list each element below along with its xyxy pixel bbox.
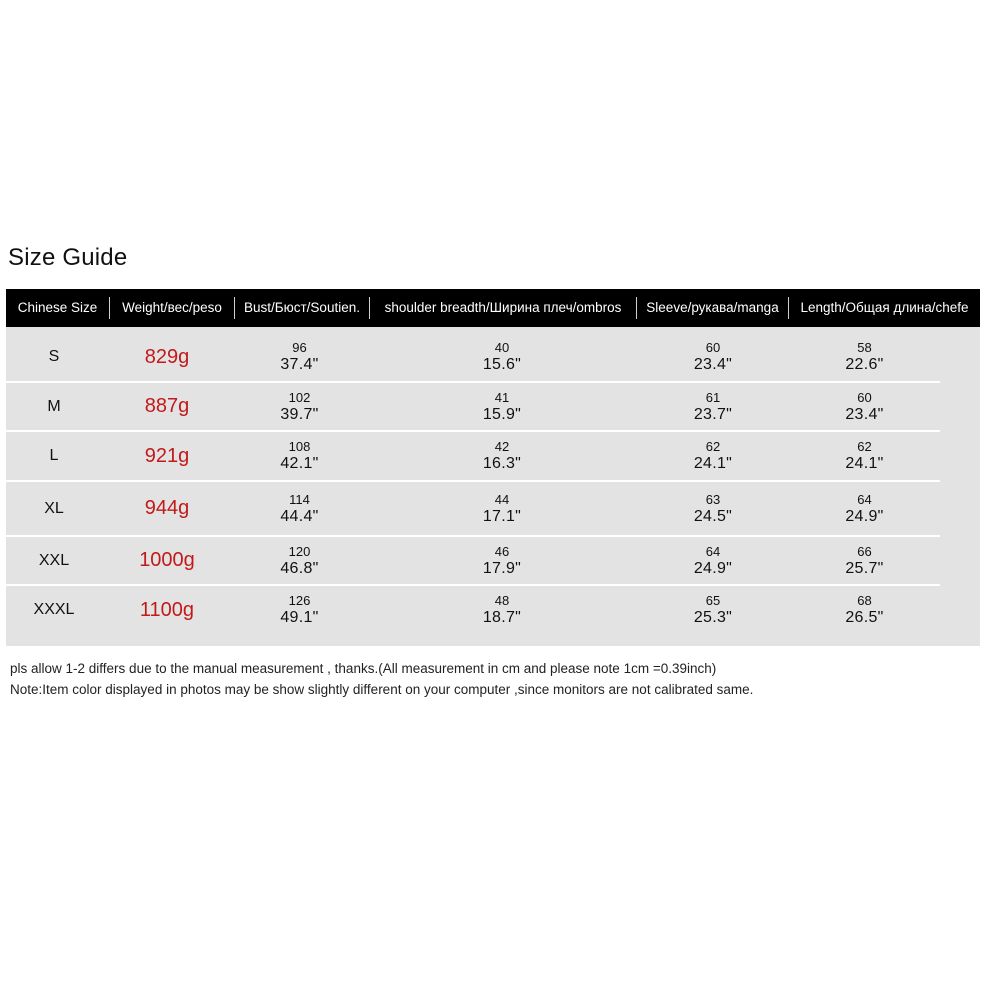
sleeve-cell xyxy=(637,432,789,480)
bust-cm-value: 96 xyxy=(292,340,307,355)
length-cell xyxy=(789,537,940,584)
shoulder-cell xyxy=(367,432,637,480)
table-row xyxy=(6,537,940,586)
weight-value: 1000g xyxy=(139,549,195,571)
length-inch-value: 22.6" xyxy=(845,356,884,373)
length-inch-value: 26.5" xyxy=(845,609,884,626)
length-cell xyxy=(789,383,940,430)
sleeve-cm-value: 65 xyxy=(705,593,721,608)
sleeve-cm-value: 63 xyxy=(705,491,721,507)
weight-cell xyxy=(102,333,232,381)
sleeve-cell xyxy=(637,586,789,634)
size-label: S xyxy=(48,348,60,365)
weight-value: 944g xyxy=(144,497,190,519)
table-row xyxy=(6,432,940,482)
length-cm-value: 66 xyxy=(857,543,872,559)
bust-cm-value: 120 xyxy=(288,543,311,559)
size-cell xyxy=(6,586,102,634)
header-weight: Weight/вес/peso xyxy=(110,297,235,319)
bust-cell xyxy=(232,482,367,535)
notes xyxy=(10,660,810,698)
length-inch-value: 24.1" xyxy=(845,455,884,472)
size-label: XL xyxy=(44,499,64,517)
bust-cell xyxy=(232,333,367,381)
bust-cm-value: 114 xyxy=(289,491,310,507)
weight-value: 1100g xyxy=(139,598,195,621)
header-bust: Bust/Бюст/Soutien. xyxy=(235,297,370,319)
weight-cell xyxy=(102,432,232,480)
bust-cm-value: 108 xyxy=(288,439,311,454)
note-measurement: pls allow 1-2 differs due to the manual measurement , thanks.(All measurement in cm and please note 1cm =0.39inch) xyxy=(10,661,717,676)
bust-cm-value: 126 xyxy=(288,593,311,608)
header-chinese-size: Chinese Size xyxy=(6,297,110,319)
weight-cell xyxy=(102,586,232,634)
sleeve-cm-value: 61 xyxy=(705,389,721,405)
shoulder-inch-value: 15.6" xyxy=(482,356,522,373)
note-color: Note:Item color displayed in photos may be show slightly different on your computer ,since monitors are not calibrated same. xyxy=(10,682,754,697)
length-cm-value: 62 xyxy=(857,439,872,454)
length-inch-value: 25.7" xyxy=(845,559,884,577)
sleeve-cell xyxy=(637,383,789,430)
bust-cell xyxy=(232,432,367,480)
sleeve-cm-value: 60 xyxy=(705,340,721,355)
bust-cell xyxy=(232,537,367,584)
shoulder-cell xyxy=(367,333,637,381)
header-shoulder: shoulder breadth/Ширина плеч/ombros xyxy=(370,297,637,319)
shoulder-cell xyxy=(367,586,637,634)
shoulder-cell xyxy=(367,383,637,430)
weight-cell xyxy=(102,482,232,535)
bust-inch-value: 42.1" xyxy=(280,455,319,472)
sleeve-inch-value: 23.7" xyxy=(693,405,733,423)
header-sleeve: Sleeve/рукава/manga xyxy=(637,297,789,319)
shoulder-cell xyxy=(367,482,637,535)
size-label: M xyxy=(47,397,61,415)
bust-inch-value: 44.4" xyxy=(280,507,319,525)
shoulder-inch-value: 18.7" xyxy=(482,609,522,626)
weight-value: 921g xyxy=(144,444,190,467)
size-cell xyxy=(6,333,102,381)
length-cell xyxy=(789,333,940,381)
sleeve-cell xyxy=(637,482,789,535)
shoulder-cm-value: 41 xyxy=(494,389,510,405)
sleeve-inch-value: 25.3" xyxy=(693,609,733,626)
length-cm-value: 64 xyxy=(857,491,872,507)
length-cell xyxy=(789,586,940,634)
shoulder-cm-value: 44 xyxy=(494,491,510,507)
table-row xyxy=(6,586,940,634)
weight-value: 829g xyxy=(144,345,190,368)
sleeve-inch-value: 23.4" xyxy=(693,356,733,373)
shoulder-inch-value: 16.3" xyxy=(482,455,522,472)
length-cm-value: 68 xyxy=(857,593,872,608)
length-cell xyxy=(789,482,940,535)
weight-cell xyxy=(102,537,232,584)
bust-inch-value: 39.7" xyxy=(280,405,319,423)
shoulder-cm-value: 42 xyxy=(494,439,510,454)
size-cell xyxy=(6,383,102,430)
sleeve-inch-value: 24.9" xyxy=(693,559,733,577)
sleeve-inch-value: 24.1" xyxy=(693,455,733,472)
shoulder-inch-value: 15.9" xyxy=(482,405,522,423)
table-row xyxy=(6,482,940,537)
bust-cell xyxy=(232,586,367,634)
header-length: Length/Общая длина/chefe xyxy=(800,300,969,315)
bust-cm-value: 102 xyxy=(288,389,311,405)
sleeve-cm-value: 64 xyxy=(705,543,721,559)
length-cell xyxy=(789,432,940,480)
shoulder-cm-value: 48 xyxy=(494,593,510,608)
size-cell xyxy=(6,482,102,535)
page-title: Size Guide xyxy=(8,244,128,271)
bust-inch-value: 46.8" xyxy=(280,559,319,577)
size-cell xyxy=(6,432,102,480)
table-header xyxy=(6,289,980,327)
table-row xyxy=(6,333,940,383)
table-row xyxy=(6,383,940,432)
shoulder-cm-value: 46 xyxy=(494,543,510,559)
sleeve-inch-value: 24.5" xyxy=(693,507,733,525)
length-cm-value: 58 xyxy=(857,340,872,355)
weight-value: 887g xyxy=(144,395,190,417)
sleeve-cell xyxy=(637,537,789,584)
size-label: XXXL xyxy=(33,601,75,618)
sleeve-cm-value: 62 xyxy=(705,439,721,454)
bust-cell xyxy=(232,383,367,430)
size-label: XXL xyxy=(38,551,70,569)
bust-inch-value: 49.1" xyxy=(280,609,319,626)
length-inch-value: 23.4" xyxy=(845,405,884,423)
length-cm-value: 60 xyxy=(857,389,872,405)
bust-inch-value: 37.4" xyxy=(280,356,319,373)
shoulder-cell xyxy=(367,537,637,584)
shoulder-cm-value: 40 xyxy=(494,340,510,355)
size-cell xyxy=(6,537,102,584)
sleeve-cell xyxy=(637,333,789,381)
weight-cell xyxy=(102,383,232,430)
length-inch-value: 24.9" xyxy=(845,507,884,525)
size-label: L xyxy=(49,447,59,464)
shoulder-inch-value: 17.9" xyxy=(482,559,522,577)
shoulder-inch-value: 17.1" xyxy=(482,507,522,525)
